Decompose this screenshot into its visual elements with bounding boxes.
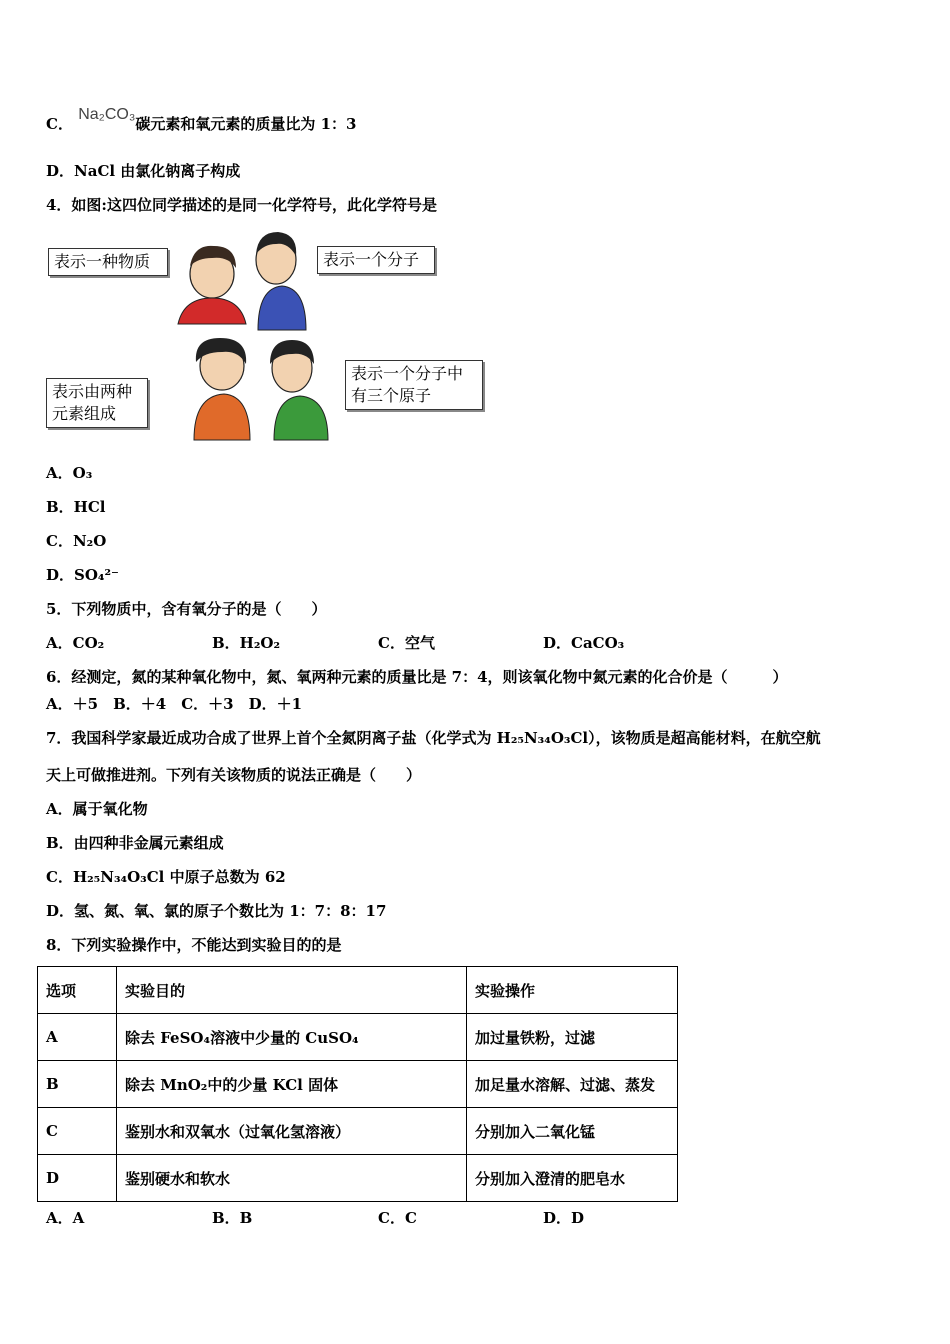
row-option: D	[38, 1155, 117, 1202]
header-operation: 实验操作	[467, 967, 678, 1014]
q3-option-d: D．NaCl 由氯化钠离子构成	[46, 162, 241, 180]
speech-bubble-2: 表示一个分子	[317, 246, 435, 274]
q4-option-d: D．SO₄²⁻	[46, 566, 119, 584]
q3-option-c	[46, 106, 357, 135]
q7-option-a: A．属于氧化物	[46, 800, 148, 818]
q3-option-c-label: C．	[46, 115, 73, 133]
table-row	[38, 1108, 678, 1155]
row-operation: 分别加入二氧化锰	[467, 1108, 678, 1155]
q6-stem: 6．经测定，氮的某种氧化物中，氮、氧两种元素的质量比是 7：4，则该氧化物中氮元素的化合价是（ ）	[46, 668, 788, 686]
row-purpose: 鉴别硬水和软水	[117, 1155, 467, 1202]
speech-bubble-3: 表示由两种元素组成	[46, 378, 148, 428]
row-operation: 加过量铁粉，过滤	[467, 1014, 678, 1061]
q4-stem: 4．如图:这四位同学描述的是同一化学符号，此化学符号是	[46, 196, 437, 214]
student-icon-4	[270, 340, 328, 440]
table-row	[38, 1061, 678, 1108]
q5-option-d: D．CaCO₃	[543, 634, 625, 652]
header-option: 选项	[38, 967, 117, 1014]
speech-bubble-4: 表示一个分子中有三个原子	[345, 360, 483, 410]
q4-figure	[44, 226, 490, 446]
q4-option-b: B．HCl	[46, 498, 106, 516]
row-option: C	[38, 1108, 117, 1155]
q8-stem: 8．下列实验操作中，不能达到实验目的的是	[46, 936, 342, 954]
speech-bubble-1: 表示一种物质	[48, 248, 168, 276]
row-purpose: 除去 MnO₂中的少量 KCl 固体	[117, 1061, 467, 1108]
q5-option-b: B．H₂O₂	[212, 634, 281, 652]
q5-option-a: A．CO₂	[46, 634, 105, 652]
table-row	[38, 1014, 678, 1061]
row-option: A	[38, 1014, 117, 1061]
student-icon-3	[194, 338, 250, 440]
q3-option-c-text: 碳元素和氧元素的质量比为 1：3	[135, 115, 357, 133]
q8-answer-c: C．C	[378, 1209, 417, 1227]
q5-stem: 5．下列物质中，含有氧分子的是（ ）	[46, 600, 327, 618]
student-icon-2	[256, 232, 306, 330]
row-purpose: 鉴别水和双氧水（过氧化氢溶液）	[117, 1108, 467, 1155]
q8-answer-b: B．B	[212, 1209, 253, 1227]
q3-option-c-formula: Na₂CO₃	[78, 106, 136, 123]
experiment-table	[37, 966, 678, 1202]
q4-option-a: A．O₃	[46, 464, 93, 482]
table-header-row	[38, 967, 678, 1014]
row-purpose: 除去 FeSO₄溶液中少量的 CuSO₄	[117, 1014, 467, 1061]
table-row	[38, 1155, 678, 1202]
q7-stem-line1: 7．我国科学家最近成功合成了世界上首个全氮阴离子盐（化学式为 H₂₅N₃₄O₃Cl），该物质是超高能材料，在航空航	[46, 729, 821, 747]
student-icon-1	[178, 246, 246, 324]
q7-option-b: B．由四种非金属元素组成	[46, 834, 224, 852]
q7-stem-line2: 天上可做推进剂。下列有关该物质的说法正确是（ ）	[46, 766, 422, 784]
q4-option-c: C．N₂O	[46, 532, 107, 550]
q8-answer-a: A．A	[46, 1209, 85, 1227]
row-option: B	[38, 1061, 117, 1108]
q5-option-c: C．空气	[378, 634, 435, 652]
header-purpose: 实验目的	[117, 967, 467, 1014]
row-operation: 分别加入澄清的肥皂水	[467, 1155, 678, 1202]
row-operation: 加足量水溶解、过滤、蒸发	[467, 1061, 678, 1108]
q8-answer-d: D．D	[543, 1209, 585, 1227]
q7-option-c: C．H₂₅N₃₄O₃Cl 中原子总数为 62	[46, 868, 286, 886]
q7-option-d: D．氢、氮、氧、氯的原子个数比为 1：7：8：17	[46, 902, 387, 920]
q6-options: A．＋5 B．＋4 C．＋3 D．＋1	[46, 695, 303, 713]
